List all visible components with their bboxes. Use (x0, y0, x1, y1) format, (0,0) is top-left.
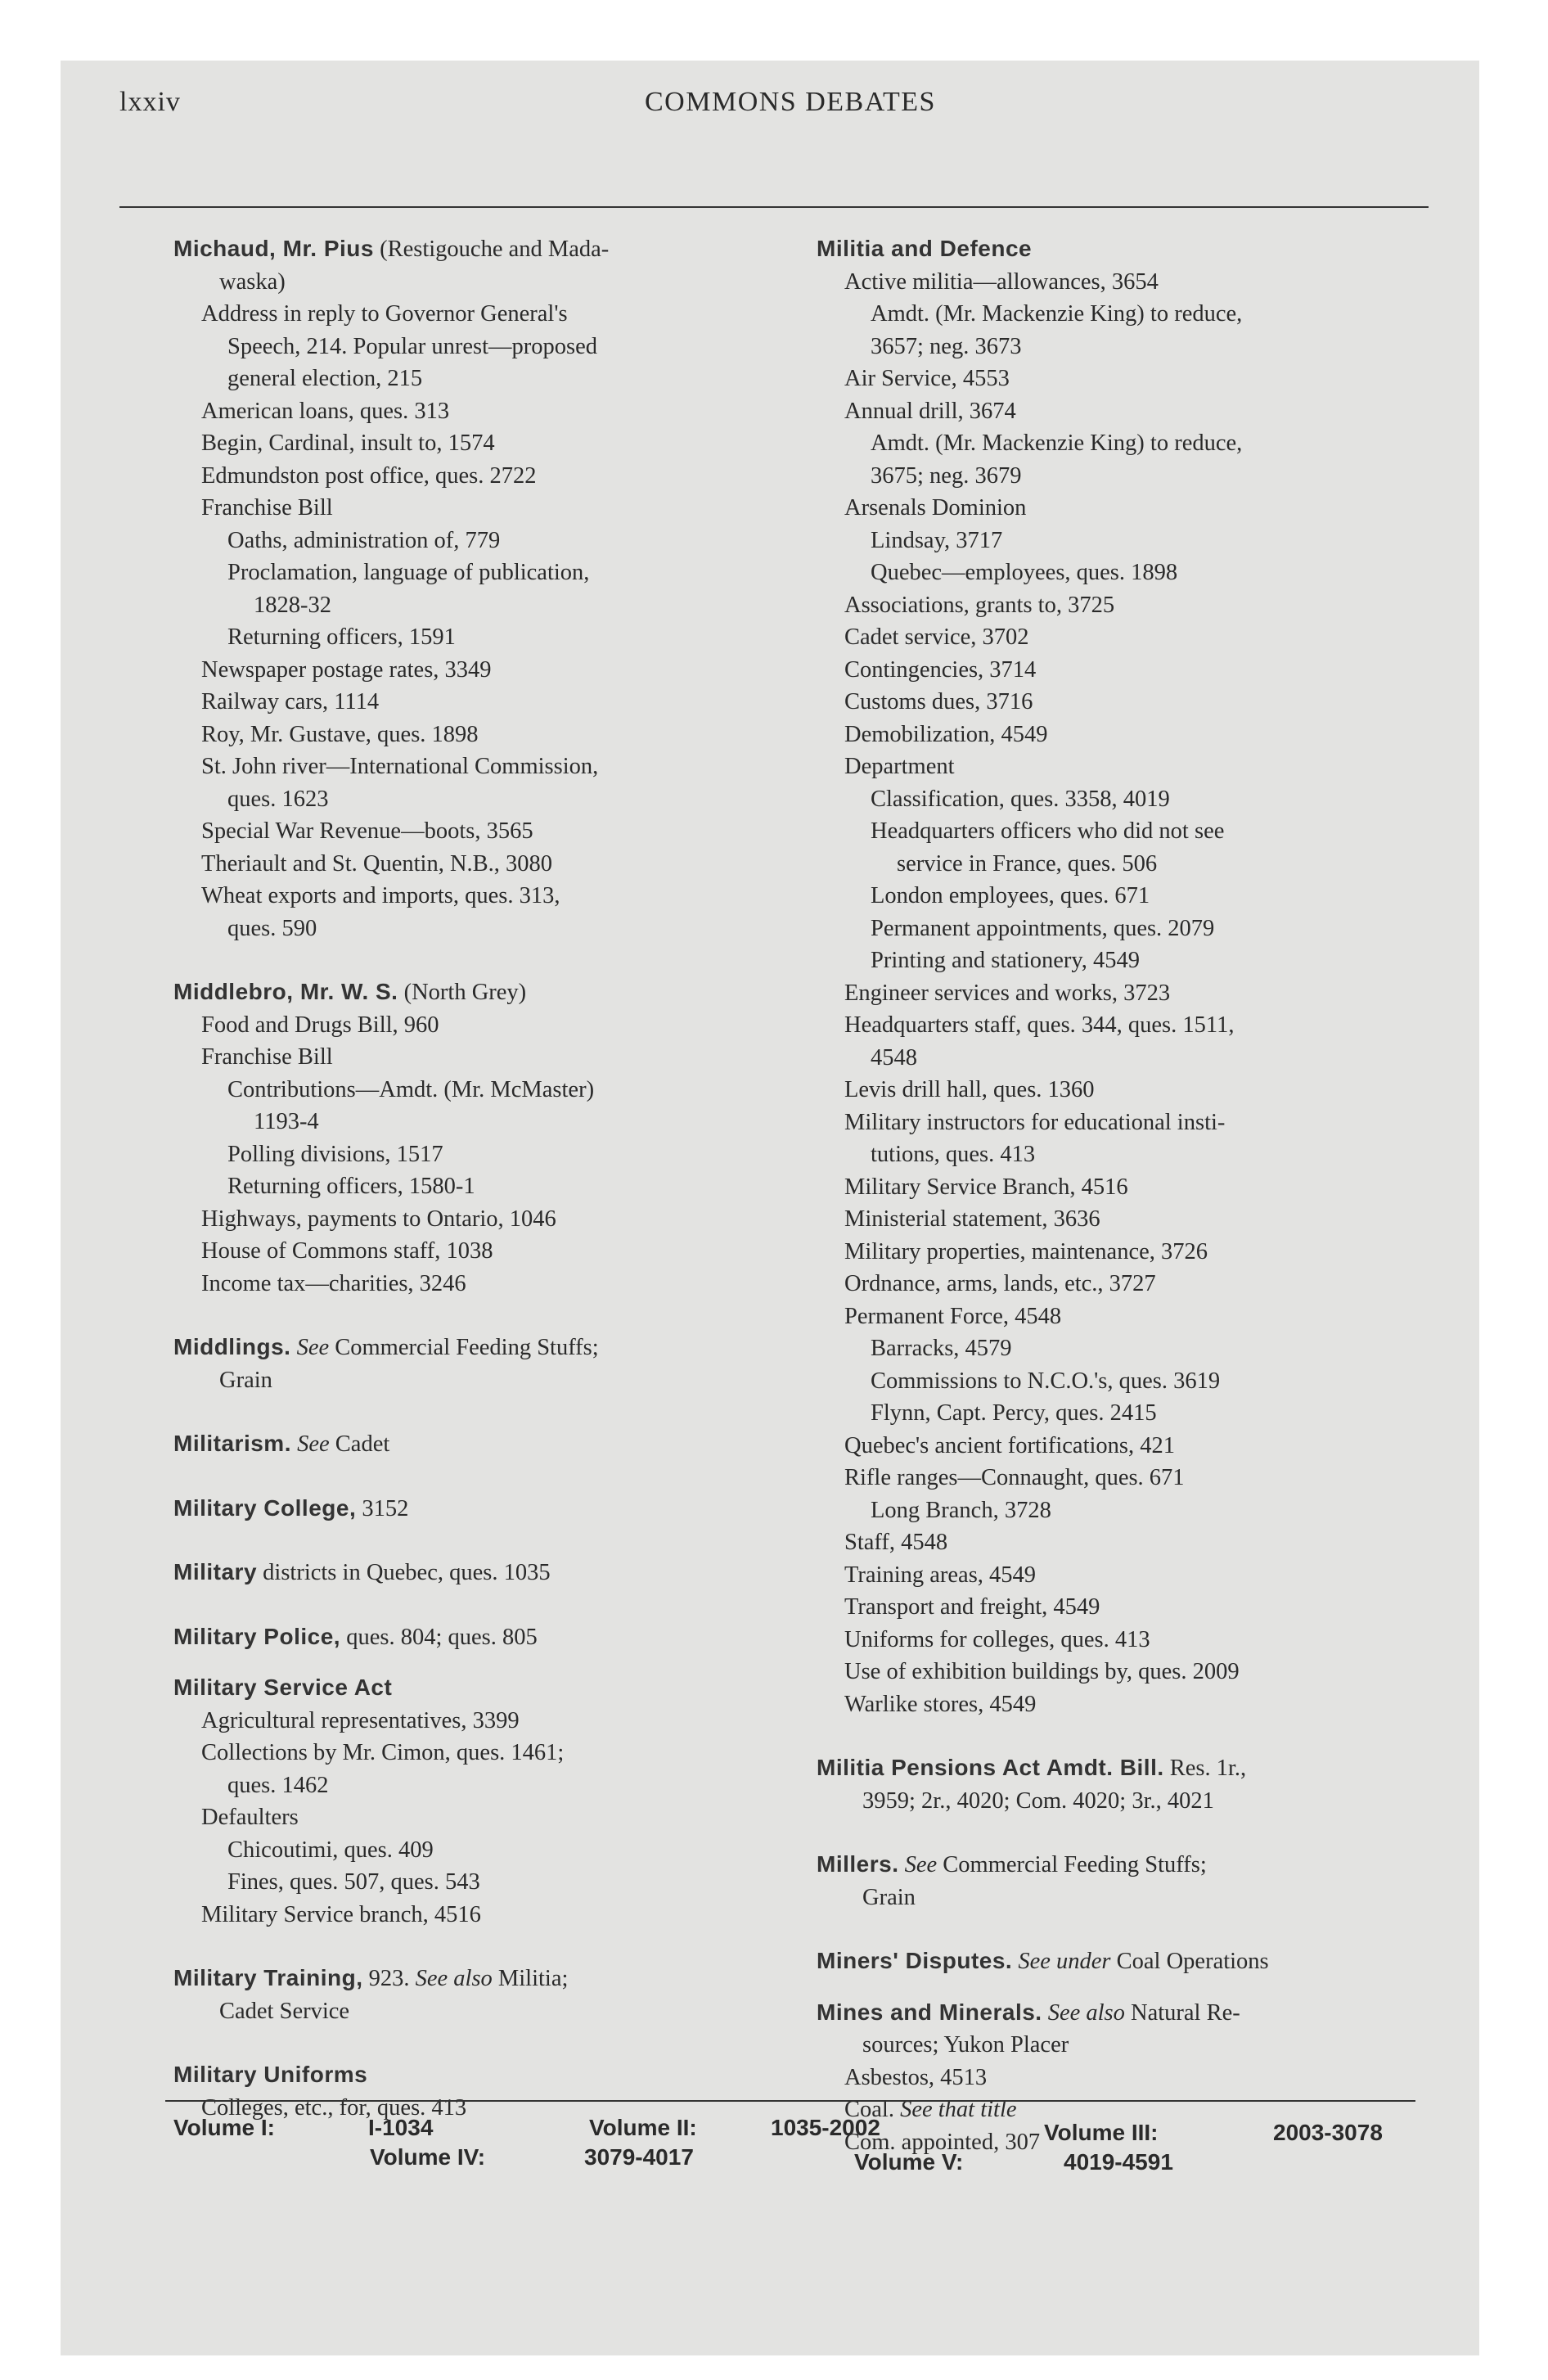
heading-text: Military Uniforms (173, 2062, 368, 2087)
index-line (817, 557, 1438, 589)
index-line (817, 621, 1438, 654)
entry-spacer (817, 1817, 1438, 1848)
index-line (817, 1462, 1438, 1494)
line-text: Commissions to N.C.O.'s, ques. 3619 (871, 1368, 1221, 1394)
line-text: Lindsay, 3717 (871, 527, 1003, 553)
line-text: Theriault and St. Quentin, N.B., 3080 (201, 850, 553, 877)
index-line (173, 1009, 795, 1042)
index-line (817, 1365, 1438, 1398)
index-line (173, 783, 795, 816)
heading-rest: ques. 804; ques. 805 (340, 1624, 538, 1650)
line-text: Customs dues, 3716 (844, 689, 1033, 714)
index-line (173, 460, 795, 493)
index-line (173, 686, 795, 719)
index-line (817, 1494, 1438, 1527)
line-text: 3657; neg. 3673 (871, 333, 1022, 359)
entry-spacer (173, 1396, 795, 1427)
index-line (817, 427, 1438, 460)
line-text: Staff, 4548 (844, 1530, 948, 1555)
index-line (817, 1009, 1438, 1042)
entry-spacer (173, 1931, 795, 1962)
see-reference: See (297, 1431, 330, 1457)
line-text: Headquarters officers who did not see (871, 818, 1225, 844)
line-text: Chicoutimi, ques. 409 (227, 1837, 434, 1863)
index-line (817, 751, 1438, 783)
line-text: Permanent appointments, ques. 2079 (871, 915, 1215, 941)
index-heading (173, 976, 795, 1009)
footer-v4-label: Volume IV: (370, 2144, 486, 2170)
line-text: Special War Revenue—boots, 3565 (201, 818, 533, 844)
line-text: Railway cars, 1114 (201, 689, 380, 714)
heading-rest: Res. 1r., (1163, 1756, 1247, 1781)
heading-text: Military Police, (173, 1623, 341, 1649)
line-text: Franchise Bill (201, 495, 333, 521)
line-text: Grain (219, 1367, 272, 1393)
heading-text: Middlings. (173, 1334, 291, 1359)
index-line (817, 1236, 1438, 1269)
line-text: Grain (862, 1884, 916, 1910)
line-text: general election, 215 (227, 366, 423, 391)
index-line (817, 848, 1438, 881)
line-text: Roy, Mr. Gustave, ques. 1898 (201, 721, 479, 747)
line-text: Speech, 214. Popular unrest—proposed (227, 333, 597, 359)
index-line (173, 298, 795, 331)
footer-v1-label: Volume I: (173, 2115, 275, 2140)
index-line (817, 880, 1438, 913)
line-text: Oaths, administration of, 779 (227, 527, 501, 553)
heading-rest (1042, 2000, 1048, 2026)
index-line (817, 363, 1438, 395)
left-column (173, 232, 795, 2124)
line-text: Air Service, 4553 (844, 366, 1010, 391)
index-line (173, 1801, 795, 1834)
index-line (173, 880, 795, 913)
heading-text: Militia and Defence (817, 236, 1033, 261)
index-heading (817, 232, 1438, 266)
entry-spacer (173, 944, 795, 976)
index-line (817, 944, 1438, 977)
line-text: Cadet service, 3702 (844, 624, 1029, 650)
index-heading (173, 1620, 795, 1654)
index-line (817, 1656, 1438, 1688)
line-text: Long Branch, 3728 (871, 1497, 1051, 1523)
index-line (817, 525, 1438, 557)
index-line (817, 1268, 1438, 1300)
heading-text: Militarism. (173, 1431, 291, 1456)
index-line (817, 977, 1438, 1010)
line-text: Quebec's ancient fortifications, 421 (844, 1432, 1175, 1458)
index-line (173, 751, 795, 783)
heading-text: Middlebro, Mr. W. S. (173, 979, 398, 1004)
line-text: Proclamation, language of publication, (227, 560, 590, 585)
index-line (817, 654, 1438, 687)
line-text: Use of exhibition buildings by, ques. 2009 (844, 1659, 1240, 1684)
index-line (173, 1106, 795, 1138)
line-text: Department (844, 754, 955, 779)
heading-text: Military (173, 1559, 258, 1584)
line-text: Com. appointed, 307 (844, 2129, 1041, 2155)
heading-text: Michaud, Mr. Pius (173, 236, 374, 261)
heading-text: Military Training, (173, 1965, 363, 1990)
line-text: Begin, Cardinal, insult to, 1574 (201, 430, 495, 456)
index-line (173, 719, 795, 751)
line-text: Collections by Mr. Cimon, ques. 1461; (201, 1740, 565, 1765)
heading-text: Millers. (817, 1851, 899, 1877)
index-line (817, 1688, 1438, 1721)
heading-rest: 3152 (356, 1495, 409, 1521)
page-title: COMMONS DEBATES (645, 87, 936, 117)
heading-text: Military College, (173, 1494, 357, 1521)
line-text: London employees, ques. 671 (871, 883, 1150, 908)
line-text: Cadet Service (219, 1998, 350, 2024)
index-line (817, 1785, 1438, 1818)
reference-target: Commercial Feeding Stuffs; (937, 1852, 1207, 1877)
see-reference: See under (1018, 1949, 1111, 1974)
line-text: service in France, ques. 506 (897, 850, 1158, 877)
index-line (817, 1559, 1438, 1592)
line-text: Ministerial statement, 3636 (844, 1206, 1100, 1232)
footer-v3-label: Volume III: (1044, 2120, 1159, 2145)
index-line (817, 2029, 1438, 2062)
index-heading (173, 1492, 795, 1526)
line-text: Address in reply to Governor General's (201, 301, 568, 327)
index-line (817, 1430, 1438, 1463)
index-heading (173, 1671, 795, 1705)
line-text: Active militia—allowances, 3654 (844, 268, 1159, 295)
index-line (173, 848, 795, 881)
line-text: Amdt. (Mr. Mackenzie King) to reduce, (871, 430, 1243, 456)
line-text: Contributions—Amdt. (Mr. McMaster) (227, 1076, 595, 1102)
index-line (817, 1526, 1438, 1559)
index-line (817, 783, 1438, 816)
line-text: Returning officers, 1580-1 (227, 1174, 475, 1199)
line-text: 3959; 2r., 4020; Com. 4020; 3r., 4021 (862, 1787, 1214, 1814)
index-line (173, 395, 795, 428)
index-line (817, 1882, 1438, 1914)
index-line (173, 1268, 795, 1300)
line-text: Demobilization, 4549 (844, 721, 1048, 747)
line-text: Military Service Branch, 4516 (844, 1174, 1128, 1200)
line-text: Contingencies, 3714 (844, 656, 1037, 683)
index-line (817, 1138, 1438, 1171)
line-text: Ordnance, arms, lands, etc., 3727 (844, 1271, 1156, 1296)
reference-target: Natural Re- (1124, 1999, 1240, 2026)
index-line (173, 266, 795, 299)
index-line (173, 1995, 795, 2028)
heading-rest: districts in Quebec, ques. 1035 (257, 1560, 551, 1585)
index-line (173, 1705, 795, 1738)
index-line (173, 589, 795, 622)
index-heading (817, 1848, 1438, 1882)
index-line (173, 815, 795, 848)
index-line (173, 621, 795, 654)
reference-target: Commercial Feeding Stuffs; (329, 1335, 599, 1360)
index-heading (173, 1331, 795, 1364)
index-line (817, 331, 1438, 363)
line-text: Colleges, etc., for, ques. 413 (201, 2094, 467, 2121)
heading-text: Military Service Act (173, 1675, 393, 1700)
line-text: Highways, payments to Ontario, 1046 (201, 1206, 556, 1232)
line-text: Barracks, 4579 (871, 1336, 1012, 1361)
index-line (173, 1769, 795, 1802)
footer-v1-range: I-1034 (368, 2115, 434, 2140)
line-text: Income tax—charities, 3246 (201, 1270, 466, 1296)
index-line (817, 395, 1438, 428)
line-text: Uniforms for colleges, ques. 413 (844, 1626, 1150, 1652)
line-text: ques. 590 (227, 915, 317, 941)
reference-target: Cadet (329, 1431, 390, 1457)
heading-text: Mines and Minerals. (817, 1999, 1042, 2025)
line-text: Agricultural representatives, 3399 (201, 1707, 520, 1733)
index-line (173, 1041, 795, 1074)
line-text: Quebec—employees, ques. 1898 (871, 560, 1178, 585)
line-text: Levis drill hall, ques. 1360 (844, 1077, 1095, 1102)
entry-spacer (173, 1461, 795, 1492)
index-line (817, 815, 1438, 848)
index-line (173, 913, 795, 945)
see-reference: See (296, 1335, 330, 1360)
index-line (817, 719, 1438, 751)
see-reference: See also (1047, 1999, 1125, 2026)
see-reference: See (904, 1852, 938, 1877)
entry-spacer (817, 1978, 1438, 1996)
line-text: Military Service branch, 4516 (201, 1901, 481, 1927)
header-rule (119, 206, 1429, 208)
heading-rest: (Restigouche and Mada- (373, 237, 610, 262)
index-heading (173, 1962, 795, 1995)
index-line (817, 1074, 1438, 1107)
line-text: Printing and stationery, 4549 (871, 948, 1141, 973)
index-line (817, 1397, 1438, 1430)
heading-rest: 923. (362, 1966, 416, 1991)
index-line (817, 492, 1438, 525)
entry-spacer (817, 1913, 1438, 1945)
index-heading (173, 2058, 795, 2092)
line-text: Edmundston post office, ques. 2722 (201, 462, 537, 489)
heading-text: Militia Pensions Act Amdt. Bill. (817, 1755, 1164, 1780)
line-text: Defaulters (201, 1805, 299, 1830)
index-line (817, 913, 1438, 945)
entry-spacer (817, 1720, 1438, 1751)
index-line (173, 363, 795, 395)
index-line (173, 1364, 795, 1397)
line-text: Polling divisions, 1517 (227, 1141, 443, 1167)
line-text: Engineer services and works, 3723 (844, 980, 1171, 1006)
line-text: St. John river—International Commission, (201, 754, 599, 779)
index-line (173, 1074, 795, 1107)
heading-text: Miners' Disputes. (817, 1948, 1013, 1973)
line-text: Newspaper postage rates, 3349 (201, 656, 492, 683)
index-line (173, 654, 795, 687)
line-text: Food and Drugs Bill, 960 (201, 1012, 439, 1038)
index-heading (817, 1751, 1438, 1785)
line-text: Asbestos, 4513 (844, 2064, 988, 2090)
index-line (173, 1235, 795, 1268)
heading-rest: (North Grey) (398, 980, 527, 1005)
reference-target: Militia; (492, 1966, 569, 1991)
index-line (817, 589, 1438, 622)
line-text: Permanent Force, 4548 (844, 1303, 1062, 1329)
index-heading (817, 1996, 1438, 2030)
see-reference: See also (415, 1966, 493, 1991)
index-line (173, 557, 795, 589)
line-text: 1828-32 (254, 592, 331, 618)
index-line (817, 1624, 1438, 1657)
line-text: waska) (219, 268, 286, 295)
line-text: ques. 1462 (227, 1772, 329, 1798)
line-text: Wheat exports and imports, ques. 313, (201, 883, 560, 908)
line-text: 4548 (871, 1044, 917, 1071)
line-text: Flynn, Capt. Percy, ques. 2415 (871, 1400, 1157, 1426)
index-line (173, 1834, 795, 1867)
index-line (817, 298, 1438, 331)
line-text: Arsenals Dominion (844, 495, 1027, 521)
index-line (817, 1042, 1438, 1075)
line-text: tutions, ques. 413 (871, 1142, 1036, 1167)
index-line (173, 525, 795, 557)
index-line (817, 1332, 1438, 1365)
line-text: Military properties, maintenance, 3726 (844, 1238, 1208, 1264)
line-text: Amdt. (Mr. Mackenzie King) to reduce, (871, 301, 1243, 327)
line-text: Franchise Bill (201, 1044, 333, 1070)
index-line (817, 1300, 1438, 1333)
line-text: Annual drill, 3674 (844, 398, 1016, 424)
line-text: Military instructors for educational insti- (844, 1109, 1226, 1135)
footer-v5-label: Volume V: (854, 2149, 964, 2175)
index-line (173, 1138, 795, 1171)
index-line (173, 1866, 795, 1899)
line-text: 3675; neg. 3679 (871, 462, 1022, 489)
heading-rest (898, 1852, 904, 1877)
see-reference: See that title (900, 2097, 1017, 2122)
line-text: Fines, ques. 507, ques. 543 (227, 1869, 480, 1895)
index-line (817, 2062, 1438, 2094)
index-line (817, 686, 1438, 719)
line-text: Associations, grants to, 3725 (844, 592, 1115, 618)
reference-target: Coal Operations (1110, 1949, 1269, 1974)
index-line (817, 1171, 1438, 1204)
line-text: House of Commons staff, 1038 (201, 1238, 493, 1264)
page-number: lxxiv (119, 87, 181, 117)
line-text: Headquarters staff, ques. 344, ques. 1511, (844, 1012, 1235, 1038)
line-text: Classification, ques. 3358, 4019 (871, 786, 1170, 812)
footer-v2-range: 1035-2002 (771, 2115, 880, 2140)
line-text: Coal. (844, 2097, 901, 2122)
line-text: ques. 1623 (227, 786, 329, 812)
index-line (173, 1737, 795, 1769)
footer-v5-range: 4019-4591 (1064, 2149, 1173, 2175)
index-heading (173, 1556, 795, 1589)
footer-v2-label: Volume II: (589, 2115, 697, 2140)
heading-rest (290, 1335, 296, 1360)
index-heading (817, 1945, 1438, 1978)
entry-spacer (173, 2027, 795, 2058)
entry-spacer (173, 1589, 795, 1620)
index-heading (173, 232, 795, 266)
footer-v4-range: 3079-4017 (584, 2144, 694, 2170)
line-text: sources; Yukon Placer (862, 2032, 1069, 2058)
entry-spacer (173, 1300, 795, 1331)
entry-spacer (173, 1525, 795, 1556)
index-line (173, 1203, 795, 1236)
line-text: 1193-4 (254, 1109, 319, 1134)
line-text: Warlike stores, 4549 (844, 1691, 1037, 1717)
index-heading (173, 1427, 795, 1461)
index-line (173, 1899, 795, 1931)
index-line (817, 460, 1438, 493)
index-line (817, 1591, 1438, 1624)
index-line (173, 492, 795, 525)
index-line (817, 266, 1438, 299)
line-text: Training areas, 4549 (844, 1562, 1037, 1588)
line-text: American loans, ques. 313 (201, 398, 450, 424)
entry-spacer (173, 1653, 795, 1671)
footer-v3-range: 2003-3078 (1273, 2120, 1383, 2145)
line-text: Transport and freight, 4549 (844, 1594, 1100, 1620)
index-line (173, 1170, 795, 1203)
line-text: Returning officers, 1591 (227, 624, 456, 650)
index-line (173, 331, 795, 363)
footer-rule (165, 2100, 1415, 2102)
index-line (817, 1203, 1438, 1236)
line-text: Rifle ranges—Connaught, ques. 671 (844, 1465, 1185, 1490)
right-column (817, 232, 1438, 2158)
index-line (173, 427, 795, 460)
index-line (817, 1107, 1438, 1139)
